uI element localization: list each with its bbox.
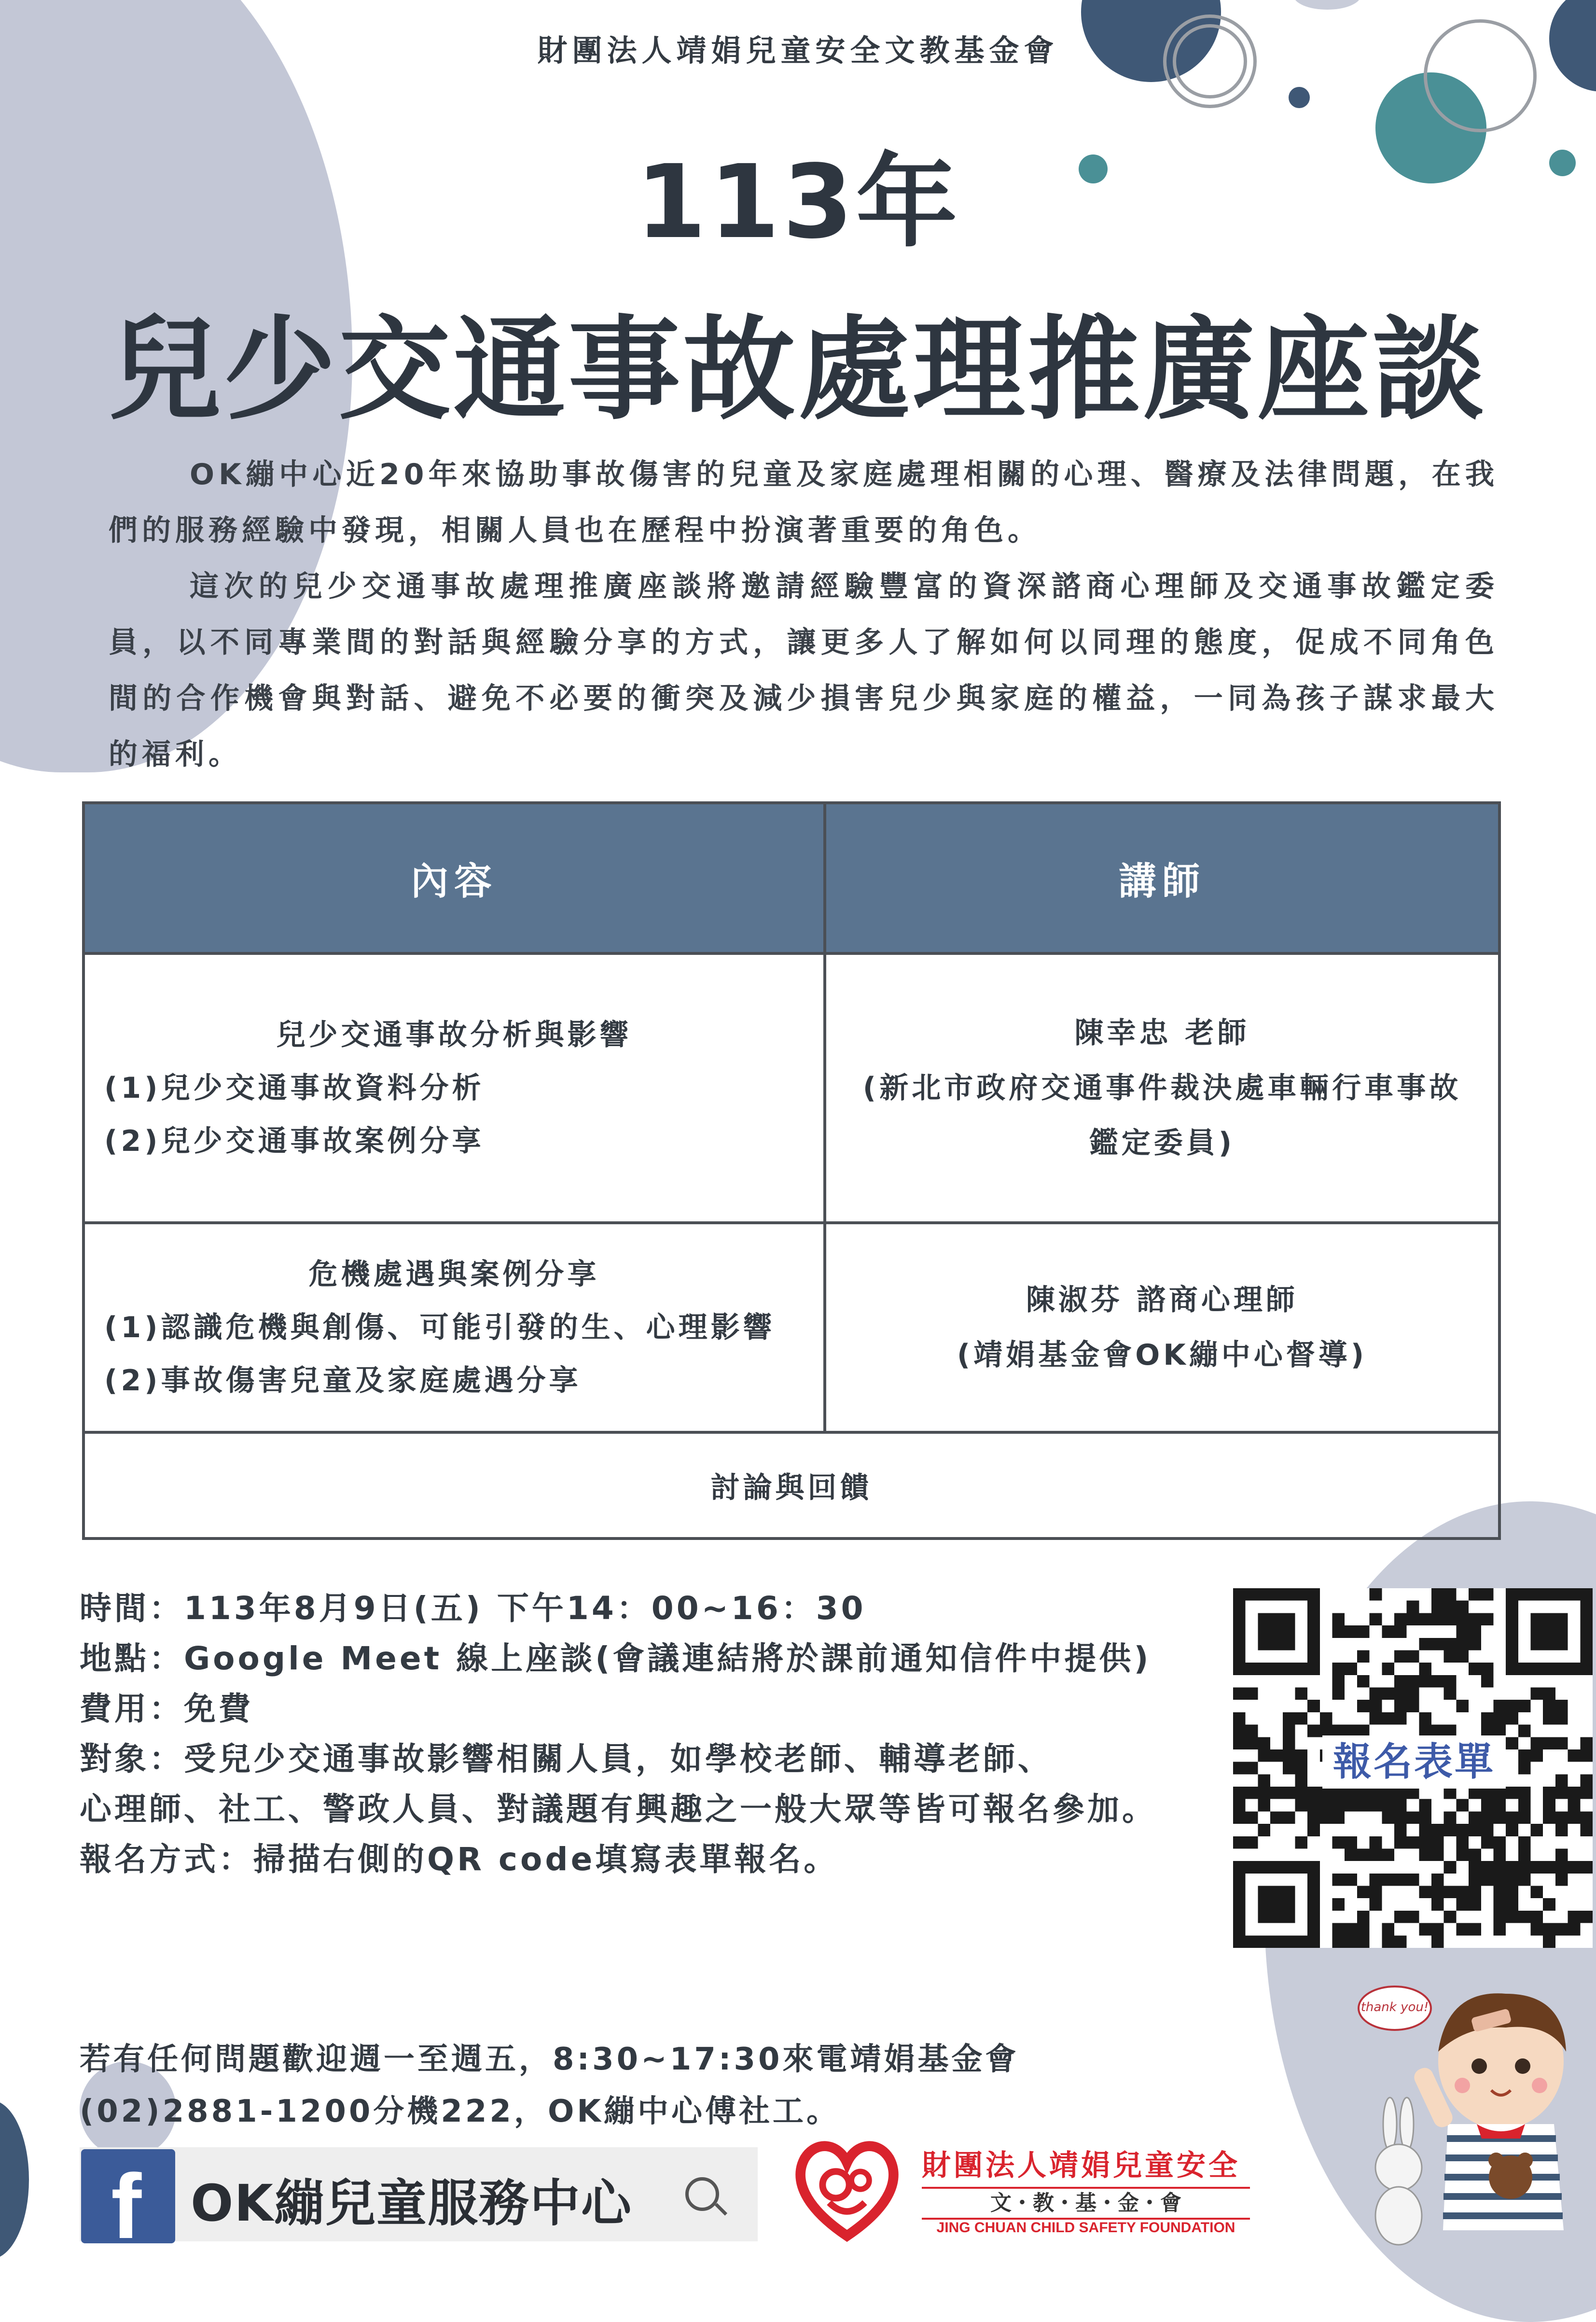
table-header-row xyxy=(83,803,1499,953)
speaker-title: (新北市政府交通事件裁決處車輛行車事故鑑定委員) xyxy=(862,1071,1462,1160)
info-audience-cont: 心理師、社工、警政人員、對議題有興趣之一般大眾等皆可報名參加。 xyxy=(80,1790,1157,1828)
session-item: (2)事故傷害兒童及家庭處遇分享 xyxy=(104,1364,582,1398)
discussion-cell: 討論與回饋 xyxy=(83,1432,1499,1539)
session-item: (2)兒少交通事故案例分享 xyxy=(104,1124,485,1158)
search-icon[interactable] xyxy=(685,2177,719,2211)
foundation-name: 財團法人靖娟兒童安全 xyxy=(922,2149,1240,2182)
intro-text xyxy=(109,447,1499,783)
decor-gray-dot-top xyxy=(1293,0,1361,10)
table-row xyxy=(83,1223,1499,1432)
foundation-logo-icon xyxy=(791,2134,902,2245)
table-row xyxy=(83,1432,1499,1539)
header-speaker: 講師 xyxy=(825,803,1499,953)
foundation-english-name: JING CHUAN CHILD SAFETY FOUNDATION xyxy=(936,2220,1235,2236)
intro-paragraph-1: OK繃中心近20年來協助事故傷害的兒童及家庭處理相關的心理、醫療及法律問題，在我們的服務經驗中發現，相關人員也在歷程中扮演著重要的角色。 xyxy=(109,458,1499,547)
facebook-page-name[interactable]: OK繃兒童服務中心 xyxy=(191,2174,633,2233)
foundation-subtitle: 文・教・基・金・會 xyxy=(922,2187,1250,2220)
qr-label: 報名表單 xyxy=(1322,1735,1506,1789)
contact-line: 若有任何問題歡迎週一至週五，8:30~17:30來電靖娟基金會 xyxy=(80,2042,1019,2077)
facebook-icon: f xyxy=(81,2149,175,2243)
contact-info xyxy=(80,2033,1019,2138)
intro-paragraph-2: 這次的兒少交通事故處理推廣座談將邀請經驗豐富的資深諮商心理師及交通事故鑑定委員，以不同專業間的對話與經驗分享的方式，讓更多人了解如何以同理的態度，促成不同角色間的合作機會與對話、避免不必要的衝突及減少損害兒少與家庭的權益，一同為孩子謀求最大的福利。 xyxy=(109,570,1499,771)
session-speaker xyxy=(825,953,1499,1223)
speaker-name: 陳淑芬 諮商心理師 xyxy=(1026,1283,1298,1317)
session-topic: 兒少交通事故分析與影響 xyxy=(276,1018,632,1052)
session-item: (1)兒少交通事故資料分析 xyxy=(104,1071,485,1105)
speaker-name: 陳幸忠 老師 xyxy=(1074,1016,1250,1050)
session-item: (1)認識危機與創傷、可能引發的生、心理影響 xyxy=(104,1311,776,1344)
info-audience: 對象：受兒少交通事故影響相關人員，如學校老師、輔導老師、 xyxy=(80,1740,1053,1777)
speaker-title: (靖娟基金會OK繃中心督導) xyxy=(957,1338,1368,1372)
contact-phone: (02)2881-1200分機222，OK繃中心傅社工。 xyxy=(80,2094,840,2129)
event-info xyxy=(80,1583,1296,1885)
session-content xyxy=(83,1223,825,1432)
event-year: 113年 xyxy=(636,143,960,261)
info-place: 地點：Google Meet 線上座談(會議連結將於課前通知信件中提供) xyxy=(80,1640,1152,1677)
organization-name: 財團法人靖娟兒童安全文教基金會 xyxy=(537,33,1059,68)
header-content: 內容 xyxy=(83,803,825,953)
mascot-illustration xyxy=(1351,1979,1583,2250)
session-speaker xyxy=(825,1223,1499,1432)
schedule-table xyxy=(82,801,1501,1540)
page-title: 兒少交通事故處理推廣座談 xyxy=(109,305,1487,435)
table-row xyxy=(83,953,1499,1223)
decor-small-gray-dot xyxy=(1289,87,1310,108)
session-topic: 危機處遇與案例分享 xyxy=(308,1258,600,1291)
info-fee: 費用：免費 xyxy=(80,1690,253,1727)
session-content xyxy=(83,953,825,1223)
info-signup: 報名方式：掃描右側的QR code填寫表單報名。 xyxy=(80,1841,839,1878)
mascot-speech: thank you! xyxy=(1360,2000,1429,2014)
info-time: 時間：113年8月9日(五) 下午14：00~16：30 xyxy=(80,1590,866,1627)
decor-navy-circle-bottom-left xyxy=(0,2100,29,2259)
